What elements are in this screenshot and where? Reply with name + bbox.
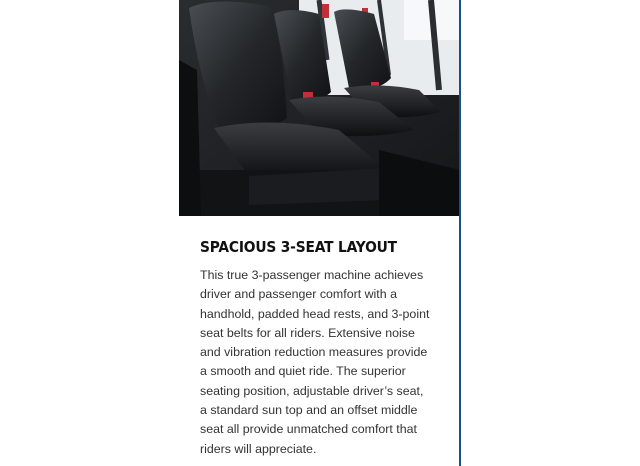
- edge-divider: [459, 0, 461, 466]
- feature-card: [179, 0, 460, 466]
- seat-illustration: [179, 0, 460, 216]
- feature-heading: SPACIOUS 3-SEAT LAYOUT: [200, 238, 397, 256]
- feature-description: This true 3-passenger machine achieves driver and passenger comfort with a handhold, padded head rests, and 3-point seat belts for all riders. Extensive noise and vibration reduction measures provide a smooth and quiet ride. The superior seating position, adjustable driver’s seat, a standard sun top and an offset middle seat all provide unmatched comfort that riders will appreciate.: [200, 268, 430, 456]
- seat-photo: [179, 0, 460, 216]
